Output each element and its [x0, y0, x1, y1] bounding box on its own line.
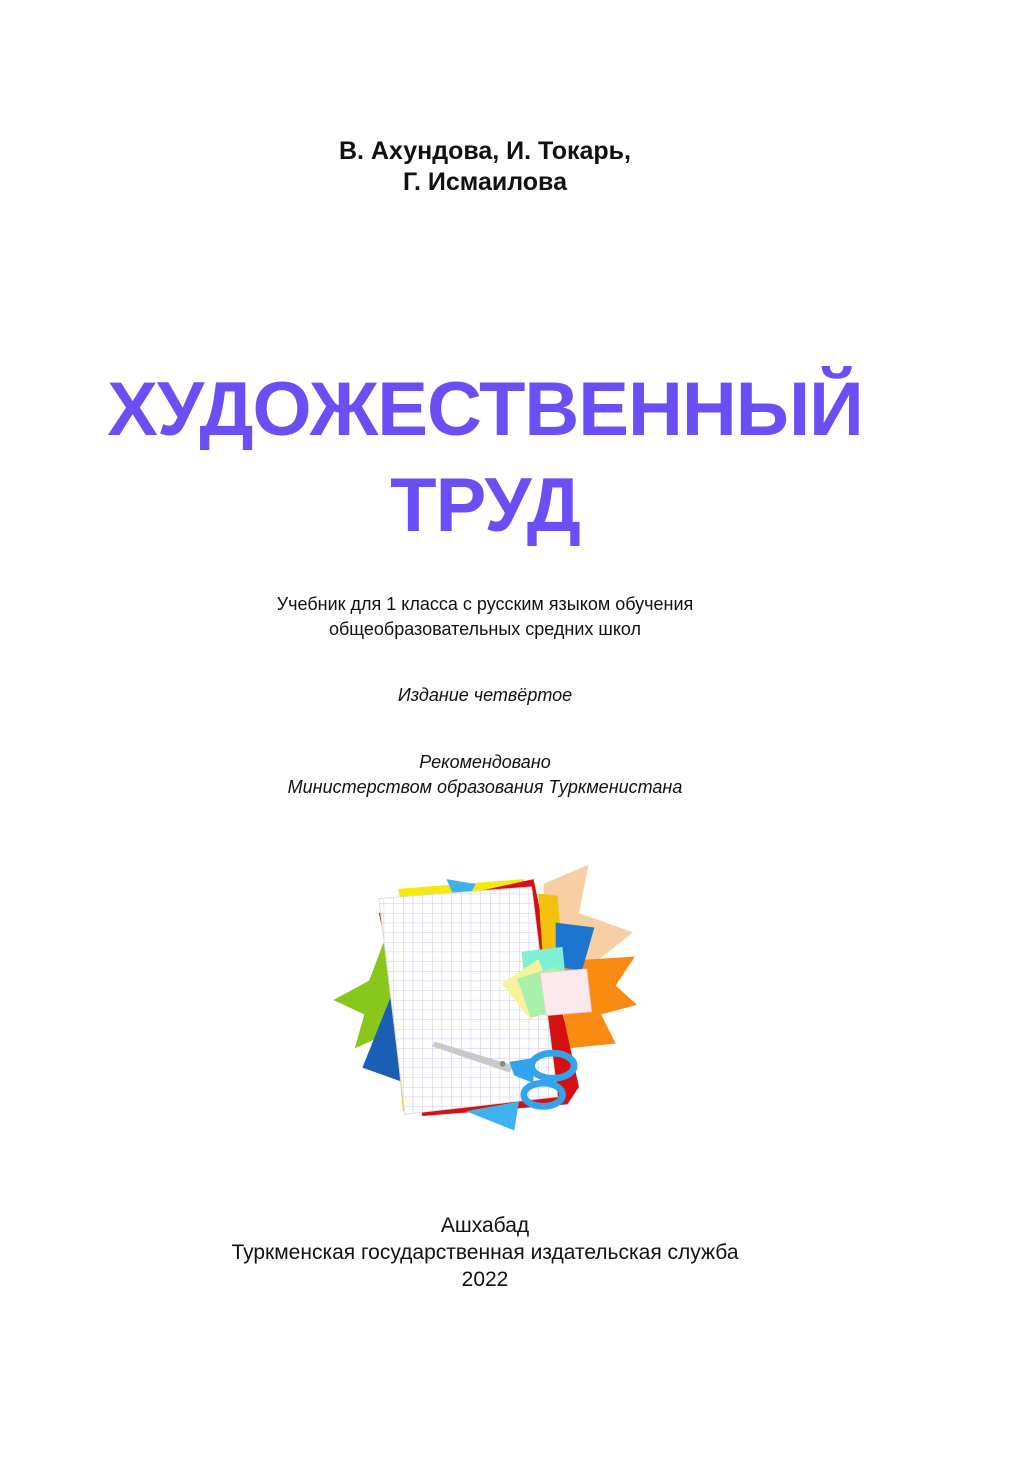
book-title-line-2: ТРУД — [390, 463, 580, 548]
imprint-publisher: Туркменская государственная издательская служба — [231, 1241, 739, 1264]
edition: Издание четвёртое — [397, 685, 573, 705]
authors-line-1: В. Ахундова, И. Токарь, — [338, 137, 632, 165]
imprint — [0, 1212, 970, 1293]
subtitle — [0, 592, 970, 642]
paper-scissors-illustration — [325, 855, 655, 1145]
imprint-city: Ашхабад — [440, 1214, 530, 1237]
imprint-year: 2022 — [461, 1268, 509, 1291]
authors — [0, 136, 970, 198]
recommendation — [0, 750, 970, 800]
subtitle-line-1: Учебник для 1 класса с русским языком обучения — [276, 594, 694, 614]
recommendation-line-1: Рекомендовано — [419, 752, 551, 772]
sticky-note-pink — [540, 969, 591, 1015]
book-title-line-1: ХУДОЖЕСТВЕННЫЙ — [107, 367, 863, 452]
subtitle-line-2: общеобразовательных средних школ — [328, 619, 642, 639]
authors-line-2: Г. Исмаилова — [402, 168, 567, 196]
recommendation-line-2: Министерством образования Туркменистана — [287, 777, 683, 797]
